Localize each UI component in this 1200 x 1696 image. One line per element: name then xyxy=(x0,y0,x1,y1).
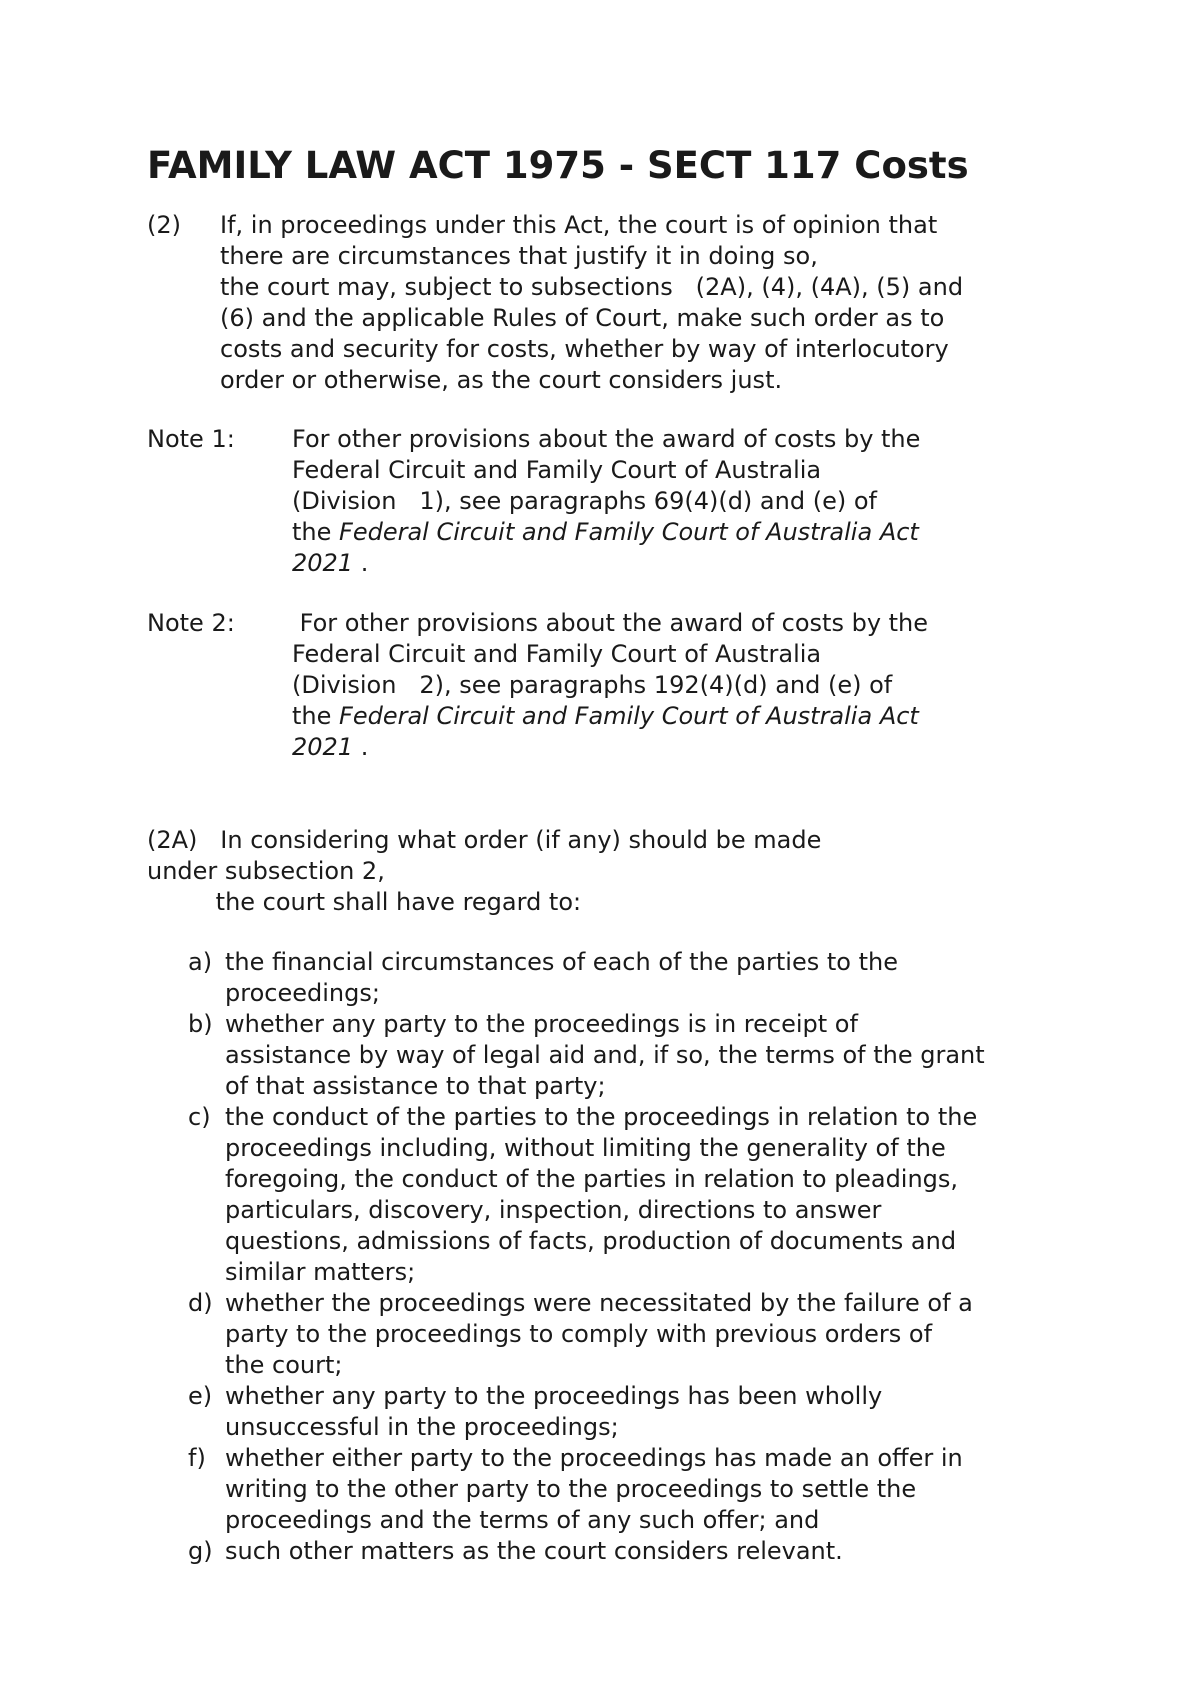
text-line: Federal Circuit and Family Court of Australia xyxy=(292,640,822,668)
text-line: If, in proceedings under this Act, the court is of opinion that xyxy=(220,211,938,239)
act-title: Federal Circuit and Family Court of Australia Act xyxy=(339,518,919,546)
list-marker: e) xyxy=(188,1382,213,1410)
text-line: proceedings and the terms of any such offer; and xyxy=(225,1506,820,1534)
subsection-2-text xyxy=(220,210,963,396)
the-word: the xyxy=(292,518,340,546)
text-line: (6) and the applicable Rules of Court, make such order as to xyxy=(220,304,945,332)
text-line: writing to the other party to the proceedings to settle the xyxy=(225,1475,917,1503)
list-item xyxy=(180,1288,985,1381)
text-line: proceedings; xyxy=(225,979,380,1007)
text-line: whether any party to the proceedings is in receipt of xyxy=(225,1010,858,1038)
text-line: of that assistance to that party; xyxy=(225,1072,606,1100)
text-line: the financial circumstances of each of the parties to the xyxy=(225,948,898,976)
subsection-2a xyxy=(147,825,821,918)
text-line: order or otherwise, as the court considers just. xyxy=(220,366,783,394)
text-line: party to the proceedings to comply with previous orders of xyxy=(225,1320,933,1348)
note-2-label: Note 2: xyxy=(147,609,235,637)
note-1-text xyxy=(292,424,920,579)
list-marker: b) xyxy=(188,1010,213,1038)
list-marker: c) xyxy=(188,1103,211,1131)
list-item xyxy=(180,1381,985,1443)
text-line xyxy=(292,548,920,579)
list-marker: g) xyxy=(188,1537,213,1565)
text-line: (2A) In considering what order (if any) should be made xyxy=(147,826,822,854)
text-line: proceedings including, without limiting the generality of the xyxy=(225,1134,946,1162)
list-item xyxy=(180,1102,985,1288)
list-marker: a) xyxy=(188,948,213,976)
period: . xyxy=(353,549,369,577)
text-line: particulars, discovery, inspection, directions to answer xyxy=(225,1196,882,1224)
list-item xyxy=(180,1536,985,1567)
text-line: assistance by way of legal aid and, if so, the terms of the grant xyxy=(225,1041,985,1069)
the-word: the xyxy=(292,702,340,730)
list-item xyxy=(180,1009,985,1102)
act-year: 2021 xyxy=(292,733,354,761)
text-line: (Division 2), see paragraphs 192(4)(d) and (e) of xyxy=(292,671,893,699)
text-line: foregoing, the conduct of the parties in relation to pleadings, xyxy=(225,1165,959,1193)
text-line: the court shall have regard to: xyxy=(147,888,582,916)
text-line: whether either party to the proceedings has made an offer in xyxy=(225,1444,963,1472)
document-title: FAMILY LAW ACT 1975 - SECT 117 Costs xyxy=(147,144,969,187)
act-title: Federal Circuit and Family Court of Australia Act xyxy=(339,702,919,730)
note-1-label: Note 1: xyxy=(147,425,235,453)
subsection-2-label: (2) xyxy=(147,211,181,239)
text-line: questions, admissions of facts, production of documents and xyxy=(225,1227,957,1255)
text-line: unsuccessful in the proceedings; xyxy=(225,1413,619,1441)
text-line: the conduct of the parties to the proceedings in relation to the xyxy=(225,1103,978,1131)
text-line: under subsection 2, xyxy=(147,857,385,885)
text-line: whether any party to the proceedings has been wholly xyxy=(225,1382,883,1410)
period: . xyxy=(353,733,369,761)
text-line: For other provisions about the award of costs by the xyxy=(292,609,929,637)
text-line: the court; xyxy=(225,1351,343,1379)
list-marker: f) xyxy=(188,1444,206,1472)
text-line: costs and security for costs, whether by way of interlocutory xyxy=(220,335,949,363)
text-line xyxy=(292,701,928,732)
list-item xyxy=(180,947,985,1009)
text-line xyxy=(292,732,928,763)
text-line: the court may, subject to subsections (2A), (4), (4A), (5) and xyxy=(220,273,964,301)
text-line xyxy=(292,517,920,548)
text-line: Federal Circuit and Family Court of Australia xyxy=(292,456,822,484)
text-line: whether the proceedings were necessitated by the failure of a xyxy=(225,1289,973,1317)
text-line: such other matters as the court considers relevant. xyxy=(225,1537,843,1565)
text-line: For other provisions about the award of costs by the xyxy=(292,425,921,453)
text-line: similar matters; xyxy=(225,1258,416,1286)
text-line: there are circumstances that justify it in doing so, xyxy=(220,242,818,270)
text-line: (Division 1), see paragraphs 69(4)(d) and (e) of xyxy=(292,487,877,515)
note-2-text xyxy=(292,608,928,763)
act-year: 2021 xyxy=(292,549,354,577)
list-marker: d) xyxy=(188,1289,213,1317)
considerations-list xyxy=(180,947,985,1567)
list-item xyxy=(180,1443,985,1536)
